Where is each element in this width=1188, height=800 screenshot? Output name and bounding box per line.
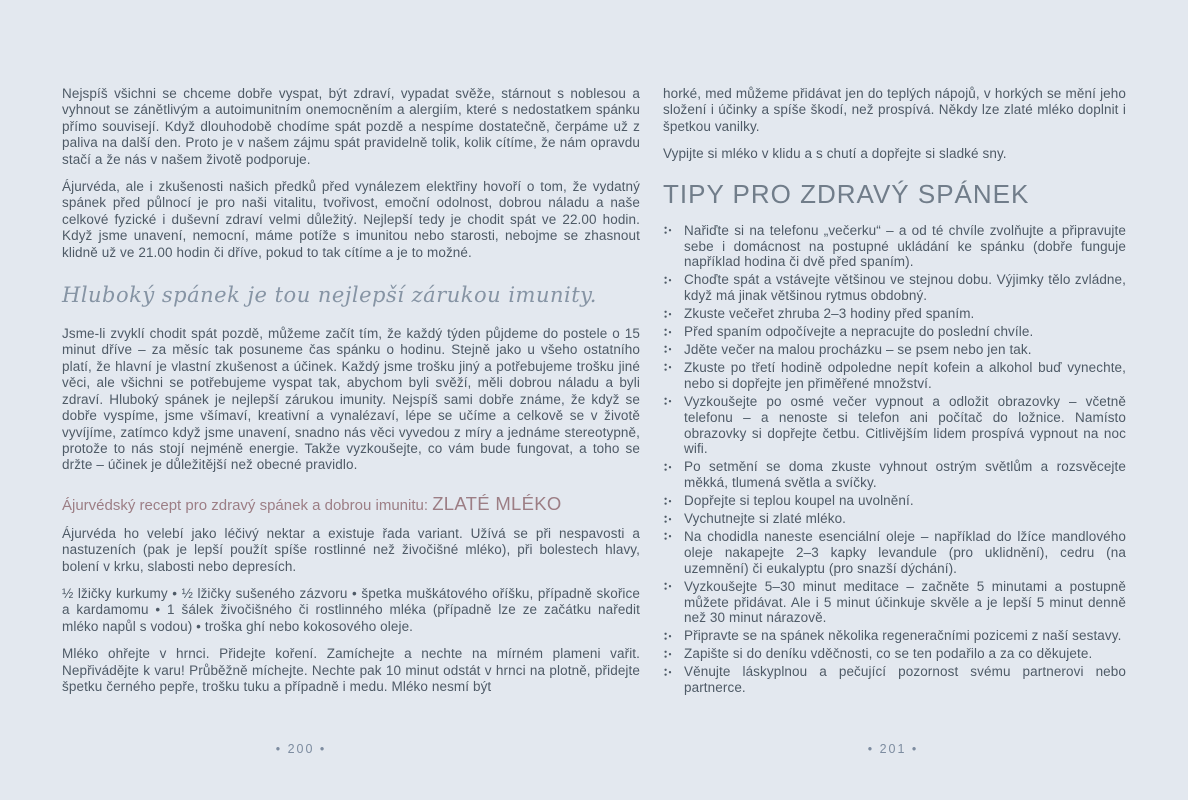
tip-list-item xyxy=(663,324,1126,340)
tip-list-item xyxy=(663,646,1126,662)
triple-dot-bullet-icon xyxy=(664,532,672,541)
recipe-heading-prefix: Ájurvédský recept pro zdravý spánek a dobrou imunitu: xyxy=(62,496,433,514)
paragraph-ayurveda: Ájurvéda, ale i zkušenosti našich předků před vynálezem elektřiny hovoří o tom, že vydatný spánek před půlnocí je pro naši vitalitu, tvořivost, emoční odolnost, dobrou náladu a naše celkové fyzické i duševní zdraví velmi důležitý. Nejlepší tedy je chodit spát ve 22.00 hodin. Když jsme unavení, nemocní, máme potíže s imunitou nebo starosti, nebojme se zhasnout klidně už ve 21.00 hodin či dříve, pokud to tak cítíme a je to možné. xyxy=(62,179,640,260)
recipe-heading-title: ZLATÉ MLÉKO xyxy=(432,492,562,514)
tip-text: Choďte spát a vstávejte většinou ve stejnou dobu. Výjimky tělo zvládne, když má jinak většinou rytmus obdobný. xyxy=(684,272,1126,304)
recipe-heading xyxy=(62,494,640,516)
triple-dot-bullet-icon xyxy=(664,397,672,406)
script-quote-heading: Hluboký spánek je tou nejlepší zárukou imunity. xyxy=(62,283,597,308)
tip-text: Před spaním odpočívejte a nepracujte do poslední chvíle. xyxy=(684,324,1034,340)
tip-text: Vyzkoušejte po osmé večer vypnout a odložit obrazovky – včetně telefonu – a nenoste si telefon ani počítač do ložnice. Namísto obrazovky si dopřejte četbu. Citlivějším lidem prospívá vypnout na noc wifi. xyxy=(684,393,1126,457)
tip-list-item xyxy=(663,342,1126,358)
tip-list-item xyxy=(663,529,1126,577)
tip-text: Zapište si do deníku vděčnosti, co se ten podařilo a za co děkujete. xyxy=(684,646,1093,662)
tip-list-item xyxy=(663,579,1126,627)
triple-dot-bullet-icon xyxy=(664,363,672,372)
triple-dot-bullet-icon xyxy=(664,463,672,472)
paragraph-intro: Nejspíš všichni se chceme dobře vyspat, být zdraví, vypadat svěže, stárnout s noblesou a vyhnout se zánětlivým a autoimunitním onemocněním a alergiím, které s nedostatkem spánku přímo souvisejí. Když dlouhodobě chodíme spát pozdě a nespíme dostatečně, čerpáme už z paliva na další den. Proto je v našem zájmu spát pravidelně tolik, kolik cítíme, že nám opravdu stačí a že nás v našem životě podporuje. xyxy=(62,86,640,167)
triple-dot-bullet-icon xyxy=(664,650,672,659)
triple-dot-bullet-icon xyxy=(664,515,672,524)
triple-dot-bullet-icon xyxy=(664,582,672,591)
tip-text: Zkuste večeřet zhruba 2–3 hodiny před spaním. xyxy=(684,306,975,322)
paragraph-ingredients: ½ lžičky kurkumy • ½ lžičky sušeného zázvoru • špetka muškátového oříšku, případně skořice a kardamomu • 1 šálek živočišného či rostlinného mléka (případně lze ze začátku naředit mléko napůl s vodou) • troška ghí nebo kokosového oleje. xyxy=(62,585,640,634)
paragraph-drink-milk: Vypijte si mléko v klidu a s chutí a dopřejte si sladké sny. xyxy=(663,146,1007,162)
tip-list-item xyxy=(663,664,1126,696)
tip-text: Věnujte láskyplnou a pečující pozornost svému partnerovi nebo partnerce. xyxy=(684,664,1126,696)
triple-dot-bullet-icon xyxy=(664,668,672,677)
tip-text: Připravte se na spánek několika regeneračními pozicemi z naší sestavy. xyxy=(684,628,1122,644)
triple-dot-bullet-icon xyxy=(664,310,672,319)
tip-list-item xyxy=(663,272,1126,304)
paragraph-honey-warning: horké, med můžeme přidávat jen do teplých nápojů, v horkých se mění jeho složení i účinky a spíše škodí, než prospívá. Někdy lze zlaté mléko doplnit i špetkou vanilky. xyxy=(663,86,1126,134)
triple-dot-bullet-icon xyxy=(664,632,672,641)
tip-text: Po setmění se doma zkuste vyhnout ostrým světlům a rozsvěcejte měkká, tlumená světla a svíčky. xyxy=(684,459,1126,491)
page-number-right: • 201 • xyxy=(867,742,919,756)
tip-list-item xyxy=(663,628,1126,644)
tip-list-item xyxy=(663,493,1126,509)
tip-list-item xyxy=(663,511,1126,527)
tip-text: Vychutnejte si zlaté mléko. xyxy=(684,511,847,527)
triple-dot-bullet-icon xyxy=(664,226,672,235)
left-page xyxy=(62,86,640,706)
triple-dot-bullet-icon xyxy=(664,345,672,354)
tip-text: Zkuste po třetí hodině odpoledne nepít kofein a alkohol buď vynechte, nebo si dopřejte jen přiměřené množství. xyxy=(684,359,1126,391)
tip-text: Nařiďte si na telefonu „večerku“ – a od té chvíle zvolňujte a připravujte sebe i domácnost na postupné ukládání ke spánku (dobře funguje například hodina či dvě před spaním). xyxy=(684,222,1126,270)
paragraph-preparation: Mléko ohřejte v hrnci. Přidejte koření. Zamíchejte a nechte na mírném plameni vařit. Nepřivádějte k varu! Průběžně míchejte. Nechte pak 10 minut odstát v hrnci na plotně, přidejte špetku černého pepře, trošku tuku a případně i medu. Mléko nesmí být xyxy=(62,646,640,694)
paragraph-golden-milk-uses: Ájurvéda ho velebí jako léčivý nektar a existuje řada variant. Užívá se při nespavosti a nastuzeních (pak je lepší použít spíše rostlinné než živočišné mléko), při bolestech hlavy, bolení v krku, slabosti nebo depresích. xyxy=(62,525,640,574)
tips-list xyxy=(663,223,1126,696)
tip-list-item xyxy=(663,360,1126,392)
section-heading-tips: TIPY PRO ZDRAVÝ SPÁNEK xyxy=(663,178,1030,209)
tip-list-item xyxy=(663,223,1126,271)
tip-list-item xyxy=(663,306,1126,322)
tip-list-item xyxy=(663,394,1126,458)
triple-dot-bullet-icon xyxy=(664,328,672,337)
paragraph-habits: Jsme-li zvyklí chodit spát pozdě, můžeme začít tím, že každý týden půjdeme do postele o 15 minut dříve – za měsíc tak posuneme čas spánku o hodinu. Stejně jako u všeho ostatního platí, že hlavní je vlastní zkušenost a účinek. Každý jsme trošku jiný a potřebujeme trošku jiné věci, ale všichni se potřebujeme vyspat tak, abychom byli svěží, měli dobrou náladu a byli zdraví. Hluboký spánek je nejlepší zárukou imunity. Nejspíš sami dobře známe, že když se dobře vyspíme, jsme všímaví, kreativní a vynalézaví, lépe se učíme a celkově se v životě vyvíjíme, zatímco když jsme unavení, snadno nás věci vyvedou z míry a jednáme stereotypně, protože to nás stojí nejméně energie. Takže vyzkoušejte, co vám bude fungovat, a toho se držte – účinek je důležitější než obecné pravidlo. xyxy=(62,326,640,473)
tip-list-item xyxy=(663,459,1126,491)
triple-dot-bullet-icon xyxy=(664,276,672,285)
tip-text: Jděte večer na malou procházku – se psem nebo jen tak. xyxy=(684,341,1032,357)
tip-text: Vyzkoušejte 5–30 minut meditace – začněte 5 minutami a postupně můžete přidávat. Ale i 5 minut účinkuje skvěle a je lepší 5 minut denně než 30 minut nárazově. xyxy=(684,578,1126,626)
tip-text: Na chodidla naneste esenciální oleje – například do lžíce mandlového oleje nakapejte 2–3 kapky levandule (pro uklidnění), cedru (na uzemnění) či eukalyptu (pro snazší dýchání). xyxy=(684,528,1126,576)
tip-text: Dopřejte si teplou koupel na uvolnění. xyxy=(684,493,914,509)
page-number-left: • 200 • xyxy=(275,742,327,756)
triple-dot-bullet-icon xyxy=(664,497,672,506)
right-page xyxy=(663,86,1126,698)
